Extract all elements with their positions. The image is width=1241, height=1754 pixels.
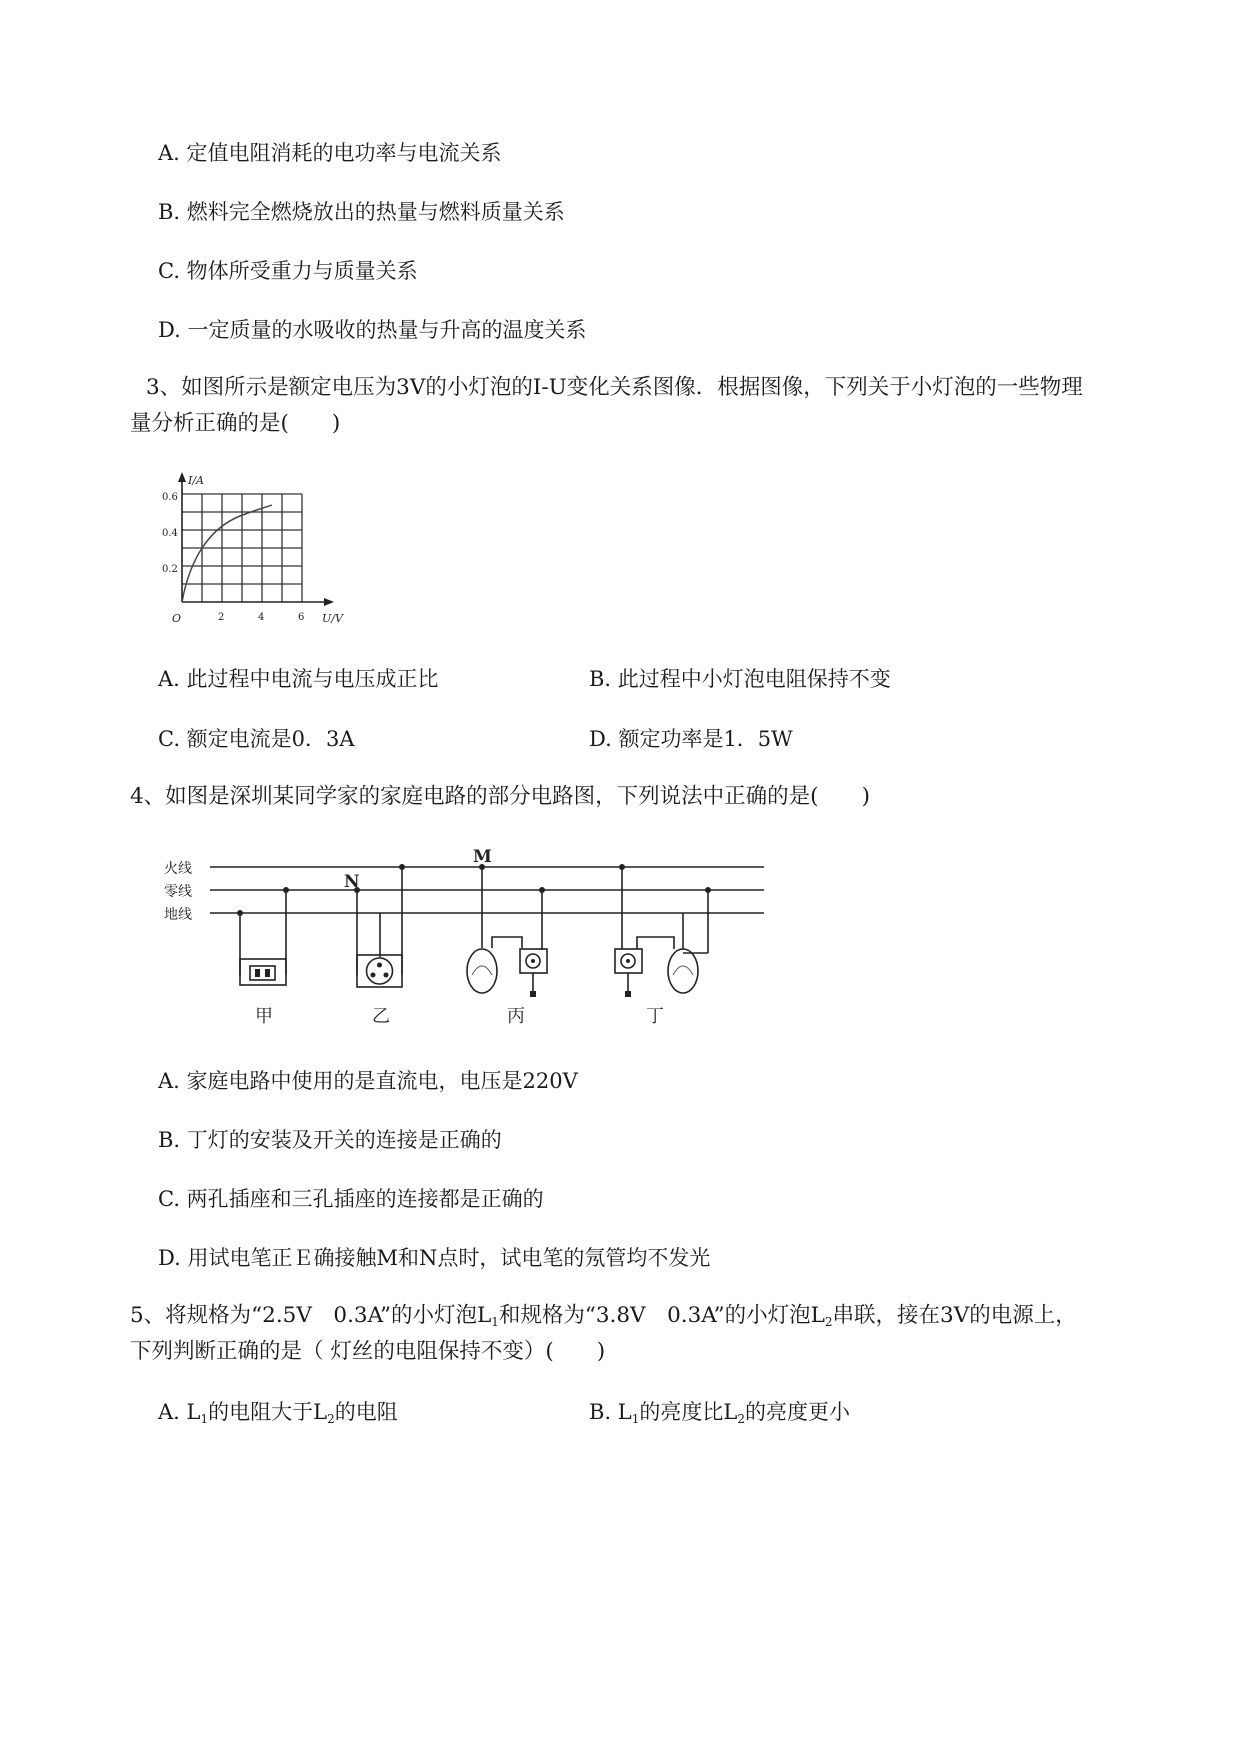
socket-jia-label: 甲	[255, 1006, 273, 1027]
q5-stem-line1: 5、将规格为“2.5V 0.3A”的小灯泡$L_1$和规格为“3.8V 0.3A”的小灯泡$L_2$串联，接在3V的电源上，	[130, 1303, 1077, 1329]
q4-stem: 4、如图是深圳某同学家的家庭电路的部分电路图，下列说法中正确的是( )	[130, 784, 870, 809]
x-tick: 6	[298, 612, 305, 623]
q3-option-b: B. 此过程中小灯泡电阻保持不变	[589, 667, 891, 691]
q5-option-a: A. $L_1$的电阻大于$L_2$的电阻	[158, 1400, 398, 1426]
live-wire-label: 火线	[164, 861, 192, 877]
lamp-ding-label: 丁	[646, 1006, 664, 1027]
q4-option-d: D. 用试电笔正Ｅ确接触M和N点时，试电笔的氖管均不发光	[158, 1246, 711, 1270]
point-n-label: N	[344, 872, 360, 892]
socket-yi-label: 乙	[372, 1006, 390, 1027]
q2-option-c: C. 物体所受重力与质量关系	[158, 259, 418, 283]
origin-label: O	[172, 612, 182, 625]
x-tick: 2	[218, 612, 225, 623]
neutral-wire-label: 零线	[164, 884, 192, 900]
lamp-bing-label: 丙	[507, 1006, 525, 1027]
y-tick: 0.6	[162, 492, 178, 503]
y-tick: 0.4	[162, 528, 178, 539]
iu-graph	[158, 470, 358, 630]
y-tick: 0.2	[162, 564, 178, 575]
x-tick: 4	[258, 612, 265, 623]
q4-option-a: A. 家庭电路中使用的是直流电，电压是220V	[158, 1069, 578, 1093]
earth-wire-label: 地线	[164, 907, 192, 923]
q2-option-b: B. 燃料完全燃烧放出的热量与燃料质量关系	[158, 200, 565, 224]
y-axis-label: I/A	[188, 474, 204, 487]
q5-option-b: B. $L_1$的亮度比$L_2$的亮度更小	[589, 1400, 850, 1426]
q3-option-c: C. 额定电流是0．3A	[158, 727, 355, 751]
q5-stem-line2: 下列判断正确的是（ 灯丝的电阻保持不变）( )	[130, 1339, 606, 1364]
q2-option-d: D. 一定质量的水吸收的热量与升高的温度关系	[158, 318, 587, 342]
point-m-label: M	[473, 847, 492, 867]
q3-stem-line1: 3、如图所示是额定电压为3V的小灯泡的I-U变化关系图像．根据图像，下列关于小灯泡的一些物理	[146, 375, 1083, 400]
q2-option-a: A. 定值电阻消耗的电功率与电流关系	[158, 141, 502, 165]
q3-option-d: D. 额定功率是1．5W	[589, 727, 793, 751]
x-axis-label: U/V	[322, 612, 343, 625]
q4-option-b: B. 丁灯的安装及开关的连接是正确的	[158, 1128, 502, 1152]
q3-stem-line2: 量分析正确的是( )	[130, 411, 341, 436]
q3-option-a: A. 此过程中电流与电压成正比	[158, 667, 439, 691]
q4-option-c: C. 两孔插座和三孔插座的连接都是正确的	[158, 1187, 544, 1211]
circuit-diagram	[160, 845, 780, 1035]
iu-curve	[182, 505, 272, 602]
